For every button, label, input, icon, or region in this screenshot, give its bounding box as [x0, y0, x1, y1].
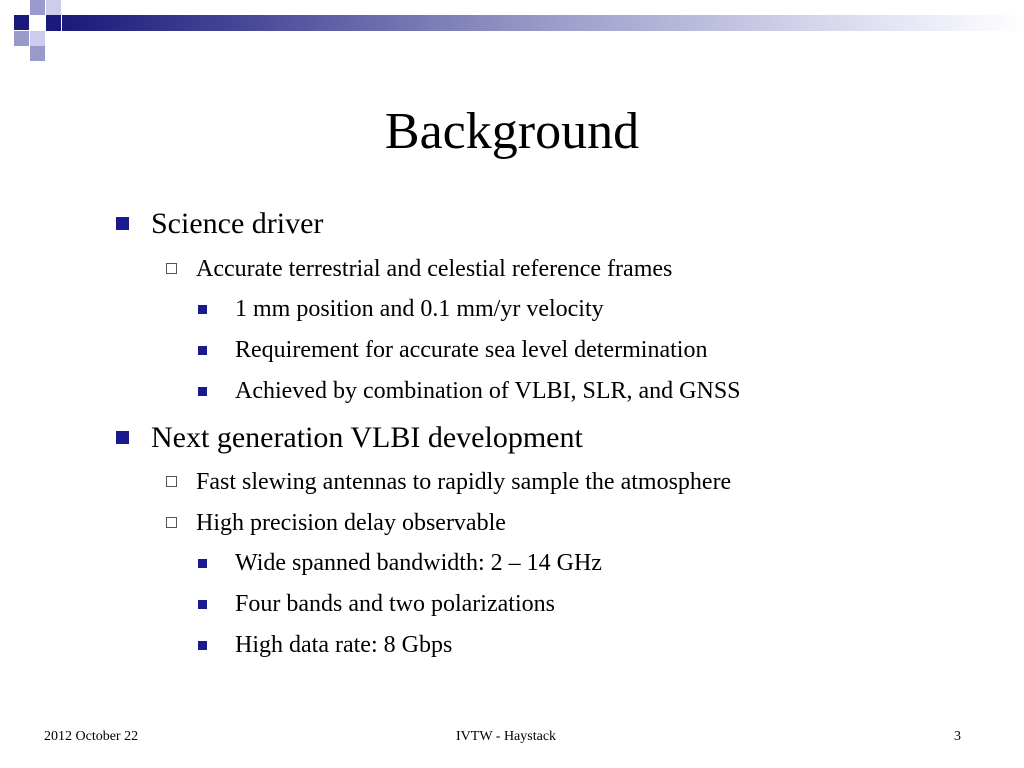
bullet-level3: Four bands and two polarizations — [235, 590, 555, 617]
bullet-square-icon — [198, 305, 207, 314]
bullet-hollow-square-icon — [166, 263, 177, 274]
bullet-square-icon — [198, 346, 207, 355]
bullet-hollow-square-icon — [166, 476, 177, 487]
bullet-square-icon — [198, 600, 207, 609]
bullet-level2: High precision delay observable — [196, 509, 506, 536]
bullet-level2: Accurate terrestrial and celestial reference frames — [196, 255, 673, 282]
bullet-level3: Achieved by combination of VLBI, SLR, and GNSS — [235, 377, 741, 404]
bullet-level1: Next generation VLBI development — [151, 421, 583, 454]
bullet-square-icon — [116, 431, 129, 444]
bullet-level2: Fast slewing antennas to rapidly sample the atmosphere — [196, 468, 732, 495]
page-number: 3 — [954, 729, 961, 744]
bullet-level3: 1 mm position and 0.1 mm/yr velocity — [235, 295, 604, 322]
bullet-level3: Wide spanned bandwidth: 2 – 14 GHz — [235, 549, 602, 576]
bullet-level3: High data rate: 8 Gbps — [235, 631, 453, 658]
bullet-square-icon — [198, 641, 207, 650]
bullet-square-icon — [198, 559, 207, 568]
bullet-level3: Requirement for accurate sea level determination — [235, 336, 708, 363]
bullet-square-icon — [116, 217, 129, 230]
bullet-square-icon — [198, 387, 207, 396]
footer-date: 2012 October 22 — [44, 729, 139, 744]
bullet-hollow-square-icon — [166, 517, 177, 528]
slide-title: Background — [384, 103, 640, 160]
footer-center-text: IVTW - Haystack — [456, 729, 557, 744]
bullet-level1: Science driver — [151, 207, 324, 240]
